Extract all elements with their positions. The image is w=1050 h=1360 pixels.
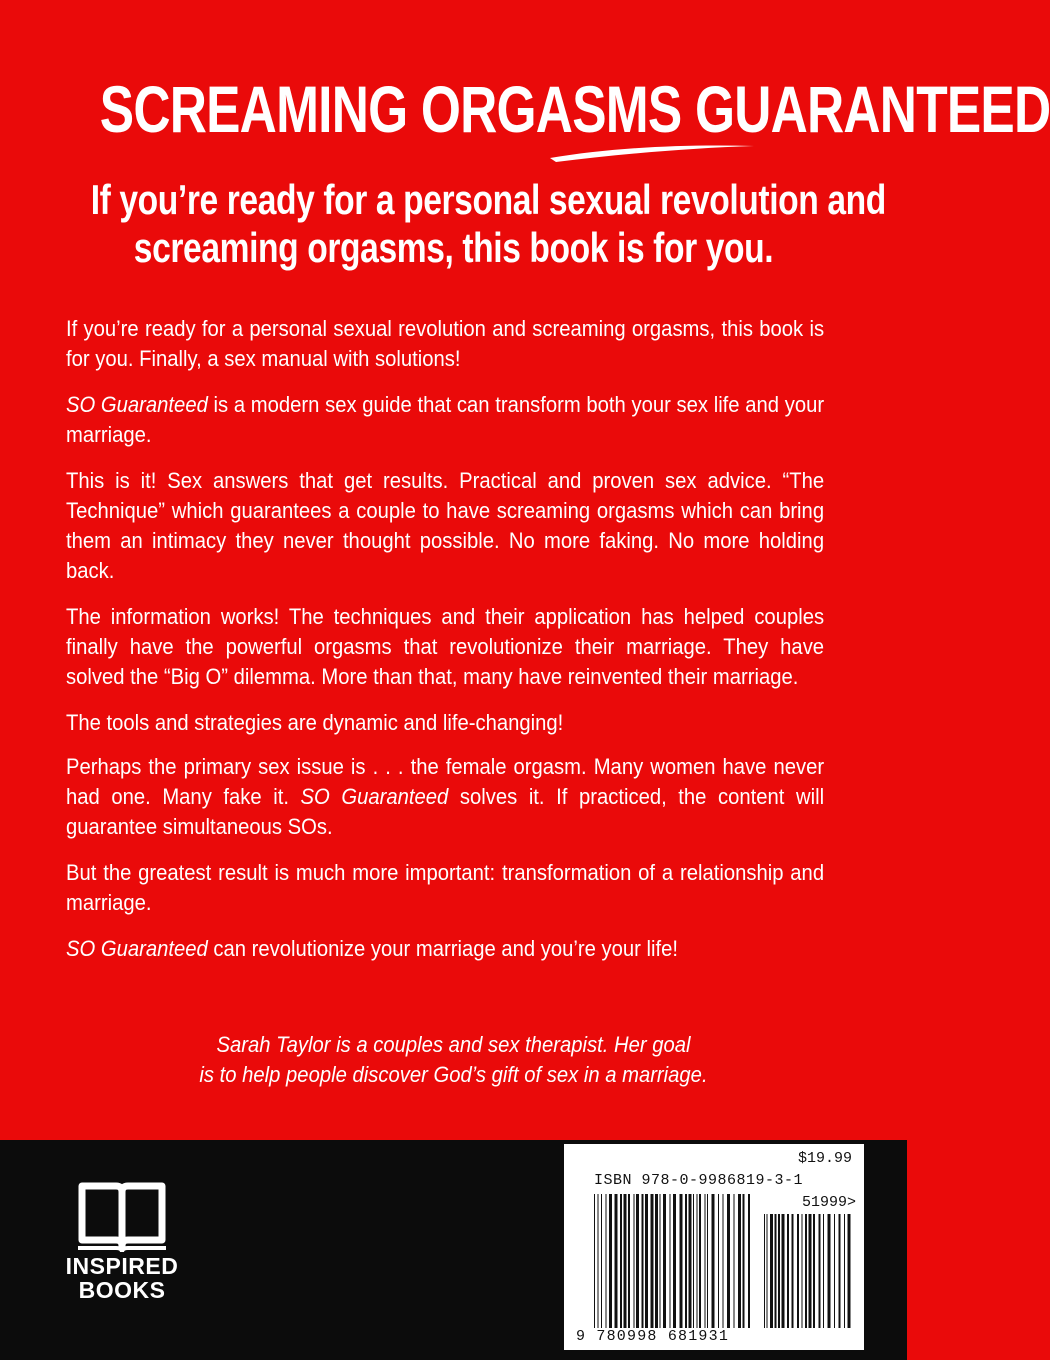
ean-barcode [592, 1194, 752, 1328]
price-label: $19.99 [797, 1150, 852, 1167]
isbn-label: ISBN 978-0-9986819-3-1 [594, 1172, 804, 1189]
paragraph-5: The tools and strategies are dynamic and life-changing! [66, 710, 564, 735]
publisher-name-line-2: BOOKS [78, 1277, 166, 1303]
addon-barcode [762, 1214, 852, 1328]
swoosh-underline [540, 140, 760, 164]
ean-digits: 9 780998 681931 [576, 1328, 730, 1345]
publisher-name-line-1: INSPIRED [65, 1253, 179, 1279]
author-bio [0, 1030, 907, 1090]
open-book-icon [76, 1178, 168, 1254]
paragraph-4: The information works! The techniques and their application has helped couples finally have the powerful orgasms that revolutionize their marriage. They have solved the “Big O” dilemma. More than that, many have reinvented their marriage. [66, 604, 825, 689]
author-bio-line-2: is to help people discover God’s gift of sex in a marriage. [199, 1062, 708, 1087]
subheadline-line-1: If you’re ready for a personal sexual revolution and [90, 176, 886, 223]
barcode-panel [564, 1144, 864, 1350]
paragraph-6: Perhaps the primary sex issue is . . . the female orgasm. Many women have never had one. Many fake it. SO Guaranteed solves it. If practiced, the content will guarantee simultaneous SOs. [66, 754, 825, 839]
book-title-em: SO Guaranteed [66, 392, 208, 417]
paragraph-7: But the greatest result is much more important: transformation of a relationship and marriage. [66, 860, 825, 915]
paragraph-3: This is it! Sex answers that get results. Practical and proven sex advice. “The Technique” which guarantees a couple to have screaming orgasms which can bring them an intimacy they never thought possible. No more faking. No more holding back. [66, 468, 825, 583]
description [66, 314, 824, 980]
publisher-logo [62, 1178, 182, 1308]
paragraph-8: SO Guaranteed can revolutionize your marriage and you’re your life! [66, 936, 679, 961]
subheadline-line-2: screaming orgasms, this book is for you. [133, 224, 774, 271]
subheadline [90, 176, 886, 272]
author-bio-line-1: Sarah Taylor is a couples and sex therapist. Her goal [216, 1032, 691, 1057]
headline: SCREAMING ORGASMS GUARANTEED [99, 72, 1050, 146]
addon-code: 51999> [801, 1194, 856, 1211]
book-title-em: SO Guaranteed [300, 784, 449, 809]
paragraph-2: SO Guaranteed is a modern sex guide that can transform both your sex life and your marriage. [66, 392, 825, 447]
paragraph-1: If you’re ready for a personal sexual revolution and screaming orgasms, this book is for you. Finally, a sex manual with solutions! [66, 316, 825, 371]
book-title-em: SO Guaranteed [66, 936, 208, 961]
